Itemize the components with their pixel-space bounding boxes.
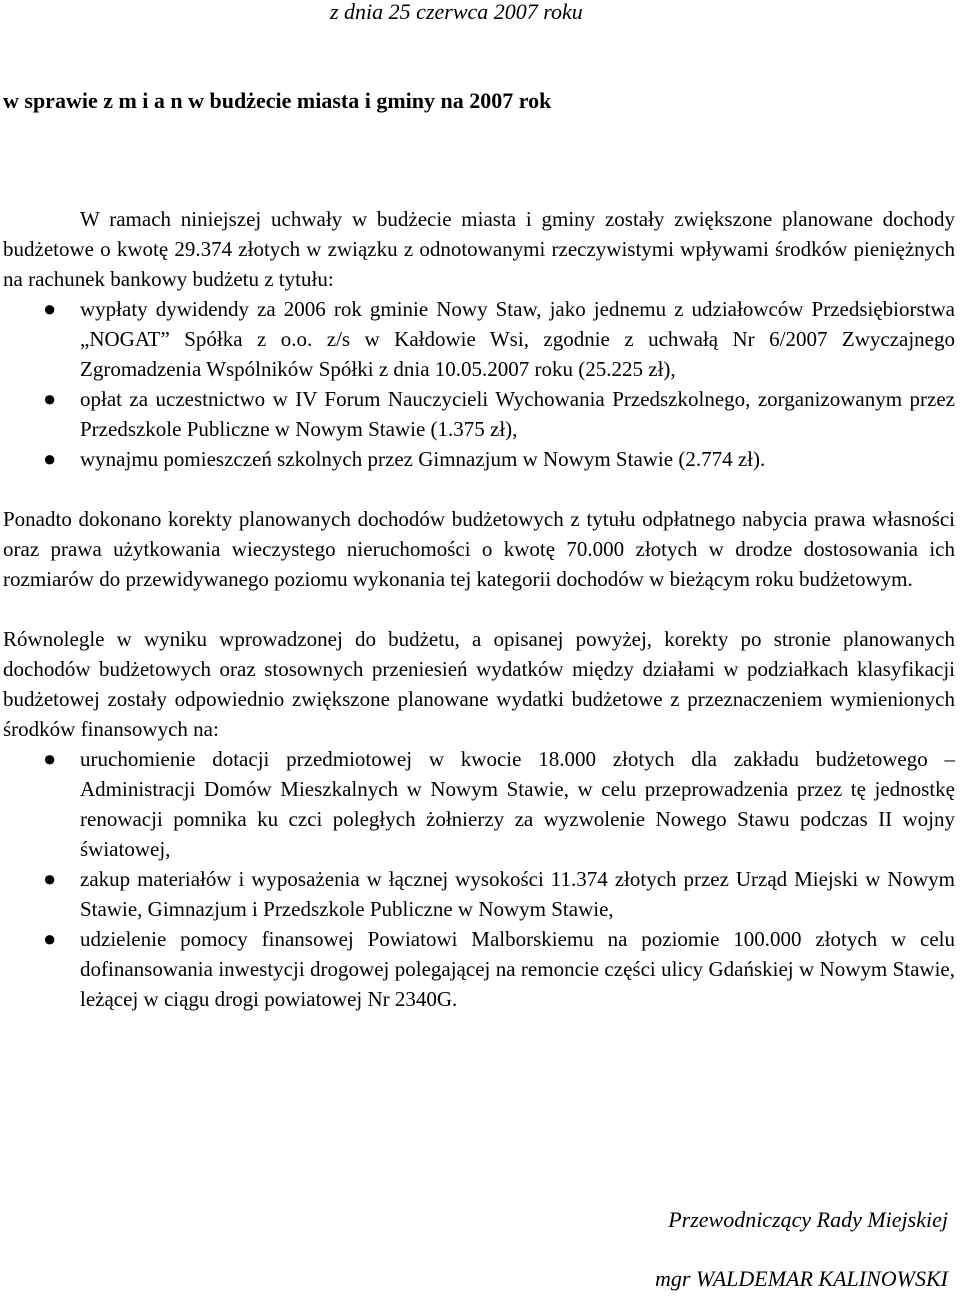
document-body: [3, 204, 955, 1014]
paragraph-3: Równolegle w wyniku wprowadzonej do budżetu, a opisanej powyżej, korekty po stronie planowanych dochodów budżetowych oraz stosownych przeniesień wydatków między działami w podziałkach klasyfikacji budżetowej zostały odpowiednio zwiększone planowane wydatki budżetowe z przeznaczeniem wymienionych środków finansowych na:: [3, 627, 955, 741]
list-item: [3, 294, 955, 384]
document-subject: w sprawie z m i a n w budżecie miasta i gminy na 2007 rok: [3, 88, 552, 113]
expense-list: [3, 744, 955, 1014]
bullet-icon: ●: [43, 746, 57, 771]
list-item-text: wynajmu pomieszczeń szkolnych przez Gimnazjum w Nowym Stawie (2.774 zł).: [80, 447, 766, 471]
bullet-icon: ●: [43, 446, 57, 471]
list-item: [3, 924, 955, 1014]
list-item: [3, 444, 955, 474]
paragraph-2: Ponadto dokonano korekty planowanych dochodów budżetowych z tytułu odpłatnego nabycia prawa własności oraz prawa użytkowania wieczystego nieruchomości o kwotę 70.000 złotych w drodze dostosowania ich rozmiarów do przewidywanego poziomu wykonania tej kategorii dochodów w bieżącym roku budżetowym.: [3, 507, 955, 591]
list-item-text: uruchomienie dotacji przedmiotowej w kwocie 18.000 złotych dla zakładu budżetowego – Administracji Domów Mieszkalnych w Nowym Stawie, w celu przeprowadzenia przez tę jednostkę renowacji pomnika ku czci poległych żołnierzy za wyzwolenie Nowego Stawu podczas II wojny światowej,: [80, 747, 955, 861]
list-item-text: udzielenie pomocy finansowej Powiatowi Malborskiemu na poziomie 100.000 złotych w celu dofinansowania inwestycji drogowej polegającej na remoncie części ulicy Gdańskiej w Nowym Stawie, leżącej w ciągu drogi powiatowej Nr 2340G.: [80, 927, 955, 1011]
list-item-text: wypłaty dywidendy za 2006 rok gminie Nowy Staw, jako jednemu z udziałowców Przedsiębiorstwa „NOGAT” Spółka z o.o. z/s w Kałdowie Wsi, zgodnie z uchwałą Nr 6/2007 Zwyczajnego Zgromadzenia Wspólników Spółki z dnia 10.05.2007 roku (25.225 zł),: [80, 297, 955, 381]
list-item: [3, 864, 955, 924]
bullet-icon: ●: [43, 926, 57, 951]
signature-title: Przewodniczący Rady Miejskiej: [668, 1207, 948, 1232]
list-item: [3, 384, 955, 444]
signature-name: mgr WALDEMAR KALINOWSKI: [654, 1266, 948, 1291]
bullet-icon: ●: [43, 866, 57, 891]
income-list: [3, 294, 955, 474]
list-item: [3, 744, 955, 864]
list-item-text: zakup materiałów i wyposażenia w łącznej wysokości 11.374 złotych przez Urząd Miejski w Nowym Stawie, Gimnazjum i Przedszkole Publiczne w Nowym Stawie,: [80, 867, 955, 921]
date-line: z dnia 25 czerwca 2007 roku: [330, 0, 583, 24]
bullet-icon: ●: [43, 386, 57, 411]
list-item-text: opłat za uczestnictwo w IV Forum Nauczycieli Wychowania Przedszkolnego, zorganizowanym przez Przedszkole Publiczne w Nowym Stawie (1.375 zł),: [80, 387, 955, 441]
bullet-icon: ●: [43, 296, 57, 321]
paragraph-1: W ramach niniejszej uchwały w budżecie miasta i gminy zostały zwiększone planowane dochody budżetowe o kwotę 29.374 złotych w związku z odnotowanymi rzeczywistymi wpływami środków pieniężnych na rachunek bankowy budżetu z tytułu:: [3, 207, 955, 291]
